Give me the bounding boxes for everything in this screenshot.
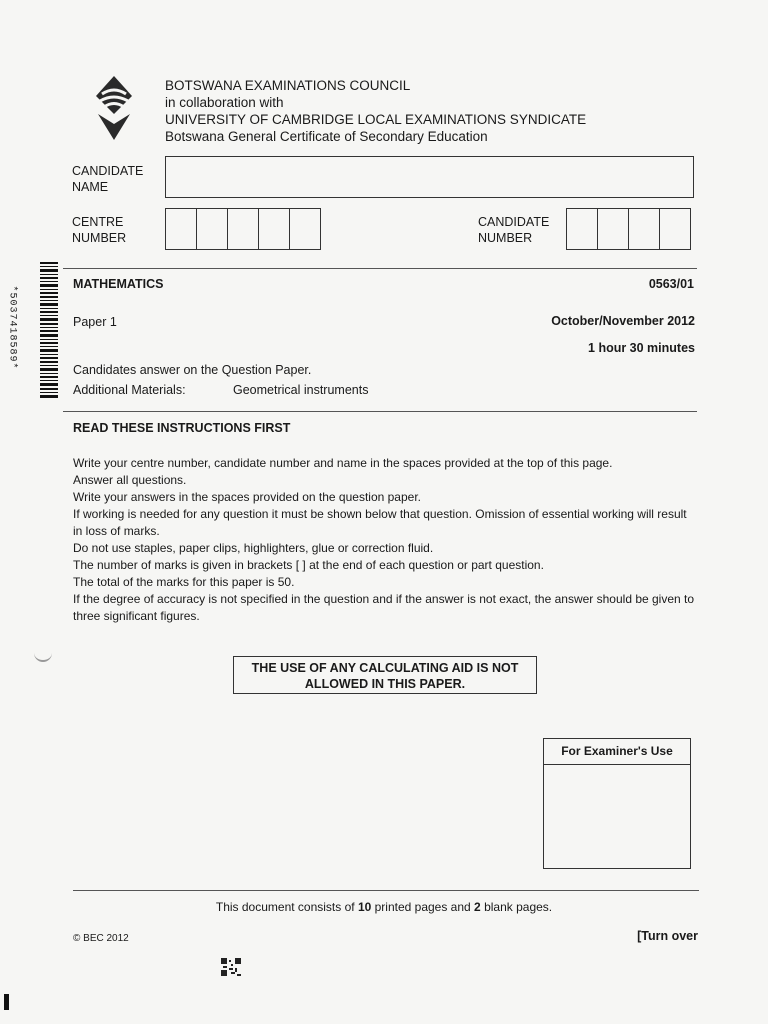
candidate-digit-box[interactable] xyxy=(659,208,691,250)
page-count-prefix: This document consists of xyxy=(215,900,358,914)
centre-digit-box[interactable] xyxy=(227,208,259,250)
answer-instruction: Candidates answer on the Question Paper. xyxy=(73,363,312,377)
header-block xyxy=(165,77,586,145)
turn-over: [Turn over xyxy=(637,929,698,943)
footer-divider xyxy=(73,890,699,891)
notice-line: ALLOWED IN THIS PAPER. xyxy=(304,677,466,691)
instruction-line: Do not use staples, paper clips, highlighters, glue or correction fluid. xyxy=(73,541,434,555)
candidate-name-label: CANDIDATE NAME xyxy=(72,164,144,194)
candidate-number-label: CANDIDATE NUMBER xyxy=(478,215,550,245)
collaboration-text: in collaboration with xyxy=(165,95,284,110)
centre-number-label: CENTRE NUMBER xyxy=(72,215,127,245)
centre-digit-box[interactable] xyxy=(196,208,228,250)
candidate-name-field[interactable] xyxy=(165,156,694,198)
exam-session: October/November 2012 xyxy=(551,314,695,328)
instructions-heading: READ THESE INSTRUCTIONS FIRST xyxy=(73,421,291,435)
centre-digit-box[interactable] xyxy=(258,208,290,250)
instruction-line: Answer all questions. xyxy=(73,473,187,487)
barcode-number: *5037418589* xyxy=(6,285,18,370)
instructions-divider xyxy=(63,411,697,412)
materials-label: Additional Materials: xyxy=(73,383,186,397)
instruction-line: Write your centre number, candidate number and name in the spaces provided at the top of this page. xyxy=(73,456,613,470)
barcode-icon xyxy=(30,260,60,400)
examiner-use-box xyxy=(543,738,691,869)
page-count-suffix: blank pages. xyxy=(480,900,553,914)
candidate-digit-box[interactable] xyxy=(597,208,629,250)
copyright: © BEC 2012 xyxy=(73,933,129,944)
syndicate-name: UNIVERSITY OF CAMBRIDGE LOCAL EXAMINATIONS SYNDICATE xyxy=(165,112,587,127)
council-name: BOTSWANA EXAMINATIONS COUNCIL xyxy=(165,78,411,93)
materials-value: Geometrical instruments xyxy=(233,383,369,397)
instruction-line: If the degree of accuracy is not specified in the question and if the answer is not exact, the answer should be given to three significant figures. xyxy=(73,592,695,623)
exam-duration: 1 hour 30 minutes xyxy=(588,341,695,355)
instructions-list xyxy=(73,455,697,625)
examiner-use-heading: For Examiner's Use xyxy=(544,739,690,765)
blank-pages-count: 2 xyxy=(474,900,481,914)
instruction-line: Write your answers in the spaces provided on the question paper. xyxy=(73,490,421,504)
bec-logo-icon xyxy=(92,74,136,142)
page-count-middle: printed pages and xyxy=(371,900,475,914)
certificate-name: Botswana General Certificate of Secondary Education xyxy=(165,129,488,144)
paper-number: Paper 1 xyxy=(73,315,117,329)
centre-number-field[interactable] xyxy=(165,208,321,250)
instruction-line: If working is needed for any question it must be shown below that question. Omission of essential working will result in loss of marks. xyxy=(73,507,687,538)
candidate-number-field[interactable] xyxy=(566,208,691,250)
candidate-digit-box[interactable] xyxy=(566,208,598,250)
candidate-digit-box[interactable] xyxy=(628,208,660,250)
header-divider xyxy=(63,268,697,269)
centre-digit-box[interactable] xyxy=(165,208,197,250)
notice-line: THE USE OF ANY CALCULATING AID IS NOT xyxy=(251,661,519,675)
subject-title: MATHEMATICS xyxy=(73,277,164,291)
page-count-note xyxy=(0,899,768,916)
printed-pages-count: 10 xyxy=(357,900,372,914)
punch-hole-mark xyxy=(34,648,52,662)
edge-mark xyxy=(4,994,9,1010)
paper-code: 0563/01 xyxy=(648,277,694,291)
calculator-notice xyxy=(233,656,537,694)
centre-digit-box[interactable] xyxy=(289,208,321,250)
instruction-line: The total of the marks for this paper is 50. xyxy=(73,575,295,589)
qr-code-icon xyxy=(221,958,241,976)
instruction-line: The number of marks is given in brackets [ ] at the end of each question or part question. xyxy=(73,558,544,572)
